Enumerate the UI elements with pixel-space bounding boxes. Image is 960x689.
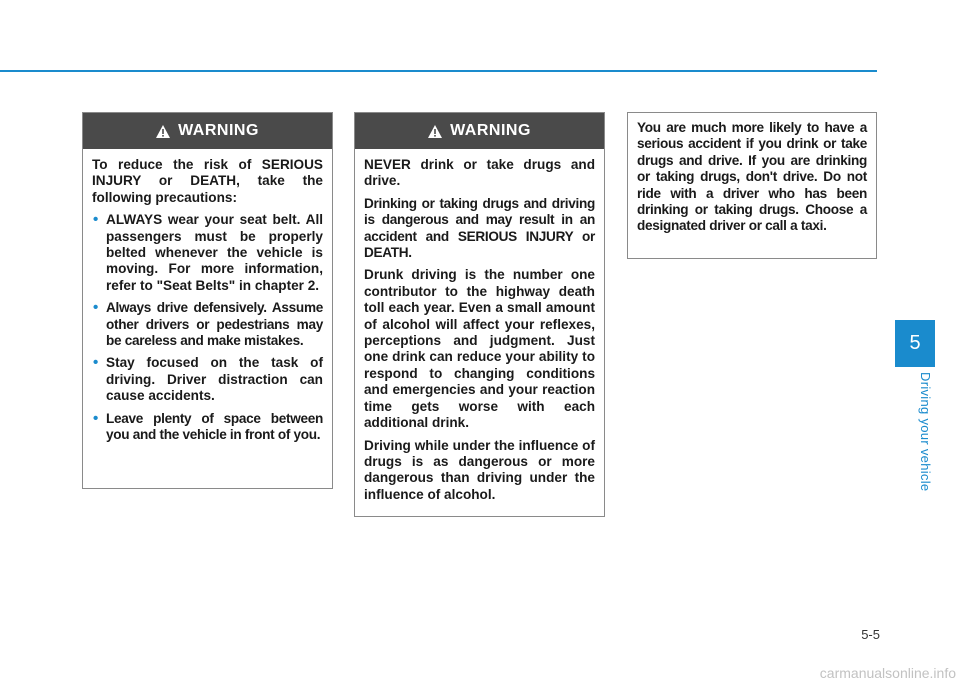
warning-label: WARNING bbox=[450, 122, 531, 139]
warning-box-drunk-driving bbox=[354, 112, 605, 517]
list-item: • Always drive defensively. Assume other drivers or pedestrians may be careless and make mistakes. bbox=[93, 299, 323, 349]
warning-triangle-icon bbox=[428, 125, 442, 138]
warning-paragraph: Driving while under the influence of drugs is as dangerous or more dangerous than driving under the influence of alcohol. bbox=[364, 437, 595, 502]
header-rule bbox=[0, 70, 877, 72]
warning-box-seat-belts bbox=[82, 112, 333, 489]
warning-paragraph: Drunk driving is the number one contributor to the highway death toll each year. Even a small amount of alcohol will affect your reflexes, perceptions and judgment. Just one drink can reduce your ability to respond to changing conditions and emergencies and your reaction time gets worse with each additional drink. bbox=[364, 267, 595, 431]
info-box-designated-driver bbox=[627, 112, 877, 259]
list-item: • Stay focused on the task of driving. Driver distraction can cause accidents. bbox=[93, 354, 323, 404]
page-number: 5-5 bbox=[861, 627, 880, 642]
warning-intro: To reduce the risk of SERIOUS INJURY or DEATH, take the following precautions: bbox=[92, 157, 323, 205]
chapter-title: Driving your vehicle bbox=[918, 372, 933, 492]
warning-header bbox=[83, 113, 332, 149]
warning-paragraph: NEVER drink or take drugs and drive. bbox=[364, 157, 595, 189]
warning-header bbox=[355, 113, 604, 149]
list-item: • Leave plenty of space between you and the vehicle in front of you. bbox=[93, 409, 323, 443]
warning-triangle-icon bbox=[156, 125, 170, 138]
list-item: • ALWAYS wear your seat belt. All passengers must be properly belted whenever the vehicle is moving. For more information, refer to "Seat Belts" in chapter 2. bbox=[93, 211, 323, 293]
chapter-number-tab: 5 bbox=[895, 320, 935, 367]
warning-paragraph: Drinking or taking drugs and driving is dangerous and may result in an accident and SERIOUS INJURY or DEATH. bbox=[364, 195, 595, 261]
warning-label: WARNING bbox=[178, 122, 259, 139]
watermark: carmanualsonline.info bbox=[819, 665, 956, 681]
info-paragraph: You are much more likely to have a serious accident if you drink or take drugs and drive. If you are drinking or taking drugs, don't drive. Do not ride with a driver who has been drinking or taking drugs. Choose a designated driver or call a taxi. bbox=[637, 120, 867, 234]
